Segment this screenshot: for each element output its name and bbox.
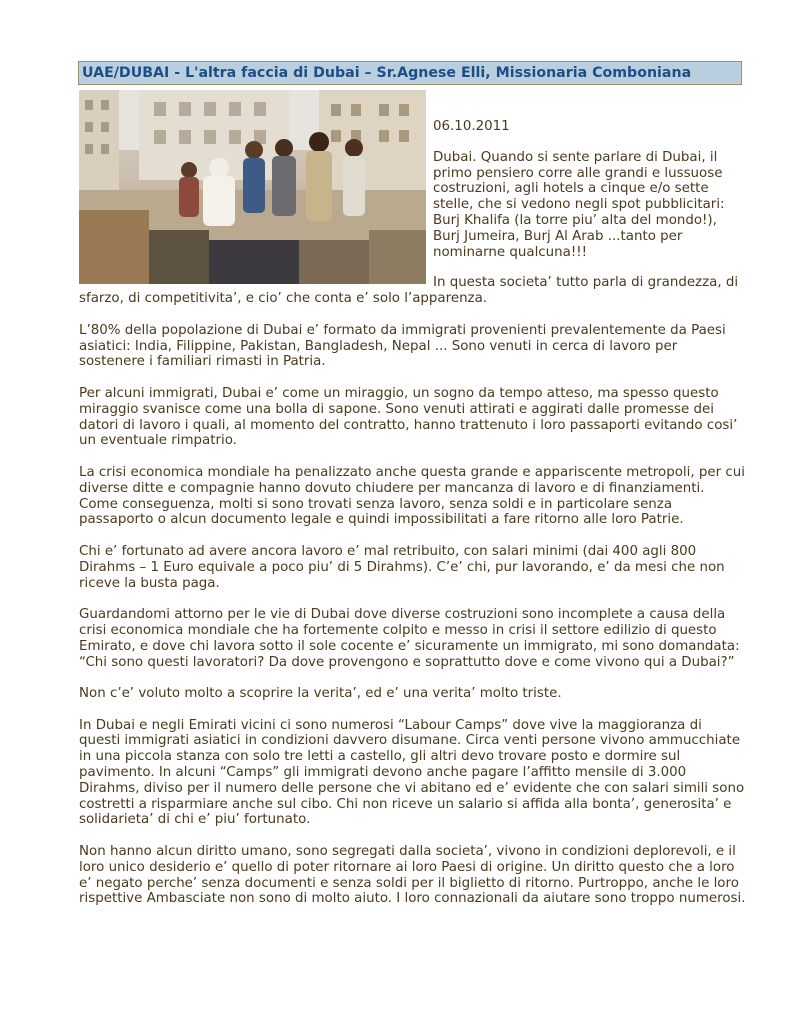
paragraph-crisi: La crisi economica mondiale ha penalizzato anche questa grande e appariscente metropoli, per cui diverse ditte e compagnie hanno dovuto chiudere per mancanza di lavoro e di finanziamenti. Come conseguenza, molti si sono trovati senza lavoro, senza soldi e in particolare senza passaporto o alcun documento legale e quindi impossibilitati a fare ritorno alle loro Patrie. (79, 464, 745, 528)
photo-illustration (79, 90, 426, 284)
paragraph-miraggio: Per alcuni immigrati, Dubai e’ come un miraggio, un sogno da tempo atteso, ma spesso questo miraggio svanisce come una bolla di sapone. Sono venuti attirati e aggirati dalle promesse dei datori di lavoro i quali, al momento del contratto, hanno trattenuto i loro passaporti evitando cosi’ un eventuale rimpatrio. (79, 385, 738, 449)
paragraph-salari: Chi e’ fortunato ad avere ancora lavoro e’ mal retribuito, con salari minimi (dai 400 agli 800 Dirahms – 1 Euro equivale a poco piu’ di 5 Dirahms). C’e’ chi, pur lavorando, e’ da mesi che non riceve la busta paga. (79, 543, 725, 591)
paragraph-verita: Non c’e’ voluto molto a scoprire la verita’, ed e’ una verita’ molto triste. (79, 686, 562, 702)
paragraph-labour-camps: In Dubai e negli Emirati vicini ci sono numerosi “Labour Camps” dove vive la maggioranza di questi immigrati asiatici in condizioni davvero disumane. Circa venti persone vivono ammucchiate in una piccola stanza con solo tre letti a castello, gli altri devo trovare posto e dormire sul pavimento. In alcuni “Camps” gli immigrati devono anche pagare l’affitto mensile di 3.000 Dirahms, diviso per il numero delle persone che vi abitano ed e’ evidente che con salari simili sono costretti a risparmiare anche sul cibo. Chi non riceve un salario si affida alla bonta’, generosita’ e solidarieta’ di chi e’ piu’ fortunato. (79, 717, 745, 828)
paragraph-apparenza: In questa societa’ tutto parla di grandezza, di sfarzo, di competitivita’, e cio’ che conta e’ solo l’apparenza. (79, 275, 739, 307)
paragraph-intro: Dubai. Quando si sente parlare di Dubai, il primo pensiero corre alle grandi e lussuose costruzioni, agli hotels a cinque e/o sette stelle, che si vedono negli spot pubblicitari: Burj Khalifa (la torre piu’ alta del mondo!), Burj Jumeira, Burj Al Arab ...tanto per nominarne qualcuna!!! (433, 149, 725, 260)
paragraph-domanda: Guardandomi attorno per le vie di Dubai dove diverse costruzioni sono incomplete a causa della crisi economica mondiale che ha fortemente colpito e messo in crisi il settore edilizio di questo Emirato, e dove chi lavora sotto il sole cocente e’ sicuramente un immigrato, mi sono domandata: “Chi sono questi lavoratori? Da dove provengono e soprattutto dove e come vivono qui a Dubai?” (79, 607, 740, 670)
article-title: UAE/DUBAI - L'altra faccia di Dubai – Sr.Agnese Elli, Missionaria Comboniana (78, 61, 742, 85)
paragraph-popolazione: L’80% della popolazione di Dubai e’ formato da immigrati provenienti prevalentemente da Paesi asiatici: India, Filippine, Pakistan, Bangladesh, Nepal ... Sono venuti in cerca di lavoro per sostenere i familiari rimasti in Patria. (79, 322, 726, 370)
article-date: 06.10.2011 (433, 119, 510, 134)
paragraph-diritti: Non hanno alcun diritto umano, sono segregati dalla societa’, vivono in condizioni deplorevoli, e il loro unico desiderio e’ quello di poter ritornare ai loro Paesi di origine. Un diritto questo che a loro e’ negato perche’ senza documenti e senza soldi per il biglietto di ritorno. Purtroppo, anche le loro rispettive Ambasciate non sono di molto aiuto. I loro connazionali da aiutare sono troppo numerosi. (79, 844, 746, 907)
article-body (79, 119, 746, 923)
article-photo (79, 90, 426, 284)
